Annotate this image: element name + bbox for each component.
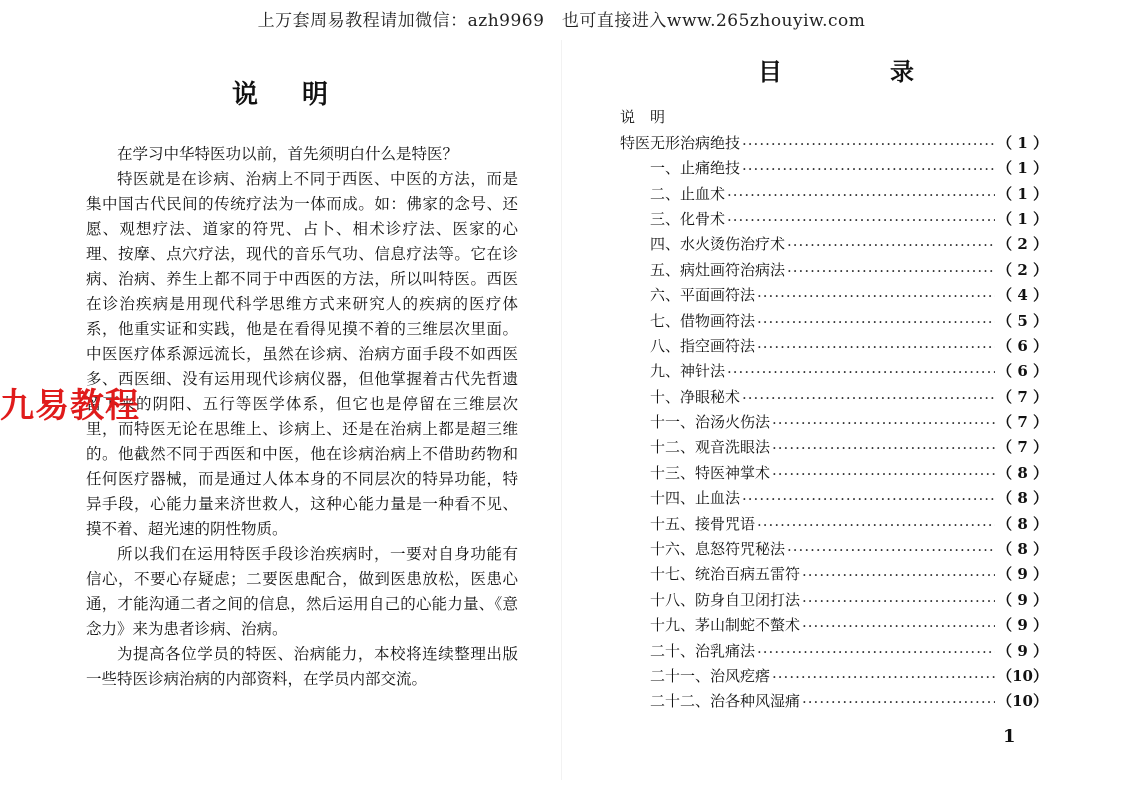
toc-leader-dots [787,541,995,559]
toc-entry [620,686,1048,711]
toc-entry [620,331,1048,356]
toc-entry [620,229,1048,254]
toc-leader-dots [757,516,995,534]
toc-entry-label: 二、止血术 [650,184,726,203]
toc-entry-label: 说 明 [620,108,666,127]
toc-leader-dots [802,693,995,711]
toc-entry-page: （ 9 ） [997,590,1048,609]
toc-leader-dots [742,490,995,508]
watermark-logo: 九易教程 [0,386,140,426]
toc-title: 目录 [758,57,1022,86]
toc-entry-label: 十二、观音洗眼法 [650,438,771,457]
toc-entry-label: 二十、治乳痛法 [650,641,756,660]
page-gutter [561,40,562,780]
toc-entry-label: 十五、接骨咒语 [650,514,756,533]
toc-entry [620,381,1048,406]
toc-entry-label: 十三、特医神掌术 [650,463,771,482]
toc-entry [620,610,1048,635]
toc-entry [620,457,1048,482]
toc-entry [620,432,1048,457]
toc-entry-page: （ 8 ） [997,540,1048,559]
paragraph: 特医就是在诊病、治病上不同于西医、中医的方法，而是集中国古代民间的传统疗法为一体而成。如：佛家的念号、还愿、观想疗法、道家的符咒、占卜、相术诊疗法、医家的心理、按摩、点穴疗法，现代的音乐气功、信息疗法等。它在诊病、治病、养生上都不同于中西医的方法，所以叫特医。西医在诊治疾病是用现代科学思维方式来研究人的疾病的医疗体系，他重实证和实践，他是在看得见摸不着的三维层次里面。中医医疗体系源远流长，虽然在诊病、治病方面手段不如西医多、西医细、没有运用现代诊病仪器，但他掌握着古代先哲遗留下来的阴阳、五行等医学体系，但它也是停留在三维层次里，而特医无论在思维上、诊病上、还是在治病上都是超三维的。他截然不同于西医和中医，他在诊病治病上不借助药物和任何医疗器械，而是通过人体本身的不同层次的特异功能，特异手段，心能力量来济世救人，这种心能力量是一种看不见、摸不着、超光速的阴性物质。 [86,170,518,538]
toc-entry-label: 特医无形治病绝技 [620,133,741,152]
toc-entry [620,305,1048,330]
toc-entry-page: （ 6 ） [997,336,1048,355]
left-page-title: 说明 [232,80,373,110]
toc-entry-page: （ 2 ） [997,235,1048,254]
toc-entry-page: （ 9 ） [997,641,1048,660]
toc-entry-page: （ 8 ） [997,463,1048,482]
toc-entry-page: （ 5 ） [997,311,1048,330]
toc-entry-label: 二十二、治各种风湿痛 [650,692,801,711]
toc-entry-page: （ 1 ） [997,159,1048,178]
toc-entry-page: （ 1 ） [997,133,1048,152]
toc-entry [620,407,1048,432]
toc-entry [620,127,1048,152]
toc-entry-label: 十九、茅山制蛇不螫术 [650,616,801,635]
table-of-contents [620,102,1048,711]
toc-leader-dots [802,566,995,584]
toc-entry-page: （ 6 ） [997,362,1048,381]
toc-leader-dots [742,389,995,407]
toc-entry-label: 十七、统治百病五雷符 [650,565,801,584]
paragraph: 为提高各位学员的特医、治病能力，本校将连续整理出版一些特医诊病治病的内部资料，在学员内部交流。 [86,645,518,688]
toc-entry-label: 十四、止血法 [650,489,741,508]
toc-entry-page: （10） [997,692,1048,711]
toc-entry-label: 七、借物画符法 [650,311,756,330]
toc-entry-label: 八、指空画符法 [650,336,756,355]
toc-entry [620,635,1048,660]
toc-entry-label: 十、净眼秘术 [650,387,741,406]
toc-entry-page: （ 8 ） [997,514,1048,533]
toc-leader-dots [787,236,995,254]
toc-entry [620,661,1048,686]
toc-entry-label: 三、化骨术 [650,209,726,228]
toc-leader-dots [727,211,995,229]
toc-entry [620,559,1048,584]
toc-entry-page: （ 1 ） [997,209,1048,228]
toc-entry-page: （10） [997,666,1048,685]
toc-entry-label: 十八、防身自卫闭打法 [650,590,801,609]
toc-entry-label: 六、平面画符法 [650,286,756,305]
toc-leader-dots [757,287,995,305]
toc-leader-dots [727,186,995,204]
toc-entry-label: 九、神针法 [650,362,726,381]
download-banner: 上万套周易教程请加微信：azh9969 也可直接进入www.265zhouyiw.com [257,11,866,31]
toc-entry [620,584,1048,609]
toc-leader-dots [772,414,995,432]
toc-leader-dots [742,160,995,178]
toc-leader-dots [727,363,995,381]
toc-leader-dots [772,668,995,686]
toc-leader-dots [772,465,995,483]
toc-entry-label: 一、止痛绝技 [650,159,741,178]
toc-entry-page: （ 1 ） [997,184,1048,203]
toc-entry-page: （ 2 ） [997,260,1048,279]
toc-entry-page: （ 4 ） [997,286,1048,305]
toc-entry [620,178,1048,203]
toc-entry-label: 二十一、治风疙瘩 [650,666,771,685]
toc-entry [620,356,1048,381]
toc-entry [620,254,1048,279]
explanation-body [86,142,518,692]
toc-entry-page: （ 9 ） [997,565,1048,584]
paragraph: 在学习中华特医功以前，首先须明白什么是特医？ [117,145,459,163]
toc-entry [620,508,1048,533]
toc-leader-dots [802,617,995,635]
page-number: 1 [1003,726,1016,747]
toc-entry-label: 十一、治汤火伤法 [650,413,771,432]
toc-leader-dots [787,262,995,280]
toc-leader-dots [802,592,995,610]
toc-leader-dots [772,439,995,457]
toc-leader-dots [757,313,995,331]
toc-entry [620,102,1048,127]
toc-entry-label: 五、病灶画符治病法 [650,260,786,279]
toc-entry-page: （ 9 ） [997,616,1048,635]
toc-leader-dots [757,338,995,356]
toc-entry-page: （ 8 ） [997,489,1048,508]
toc-entry [620,204,1048,229]
toc-leader-dots [757,643,995,661]
toc-entry [620,534,1048,559]
paragraph: 所以我们在运用特医手段诊治疾病时，一要对自身功能有信心，不要心存疑虑；二要医患配合，做到医患放松，医患心通，才能沟通二者之间的信息，然后运用自己的心能力量、《意念力》来为患者诊病、治病。 [86,545,518,638]
toc-entry-page: （ 7 ） [997,413,1048,432]
toc-entry-label: 十六、息怒符咒秘法 [650,540,786,559]
toc-entry [620,280,1048,305]
toc-entry [620,483,1048,508]
toc-entry-page: （ 7 ） [997,387,1048,406]
toc-leader-dots [742,135,995,153]
toc-entry-label: 四、水火烫伤治疗术 [650,235,786,254]
toc-entry [620,153,1048,178]
toc-entry-page: （ 7 ） [997,438,1048,457]
